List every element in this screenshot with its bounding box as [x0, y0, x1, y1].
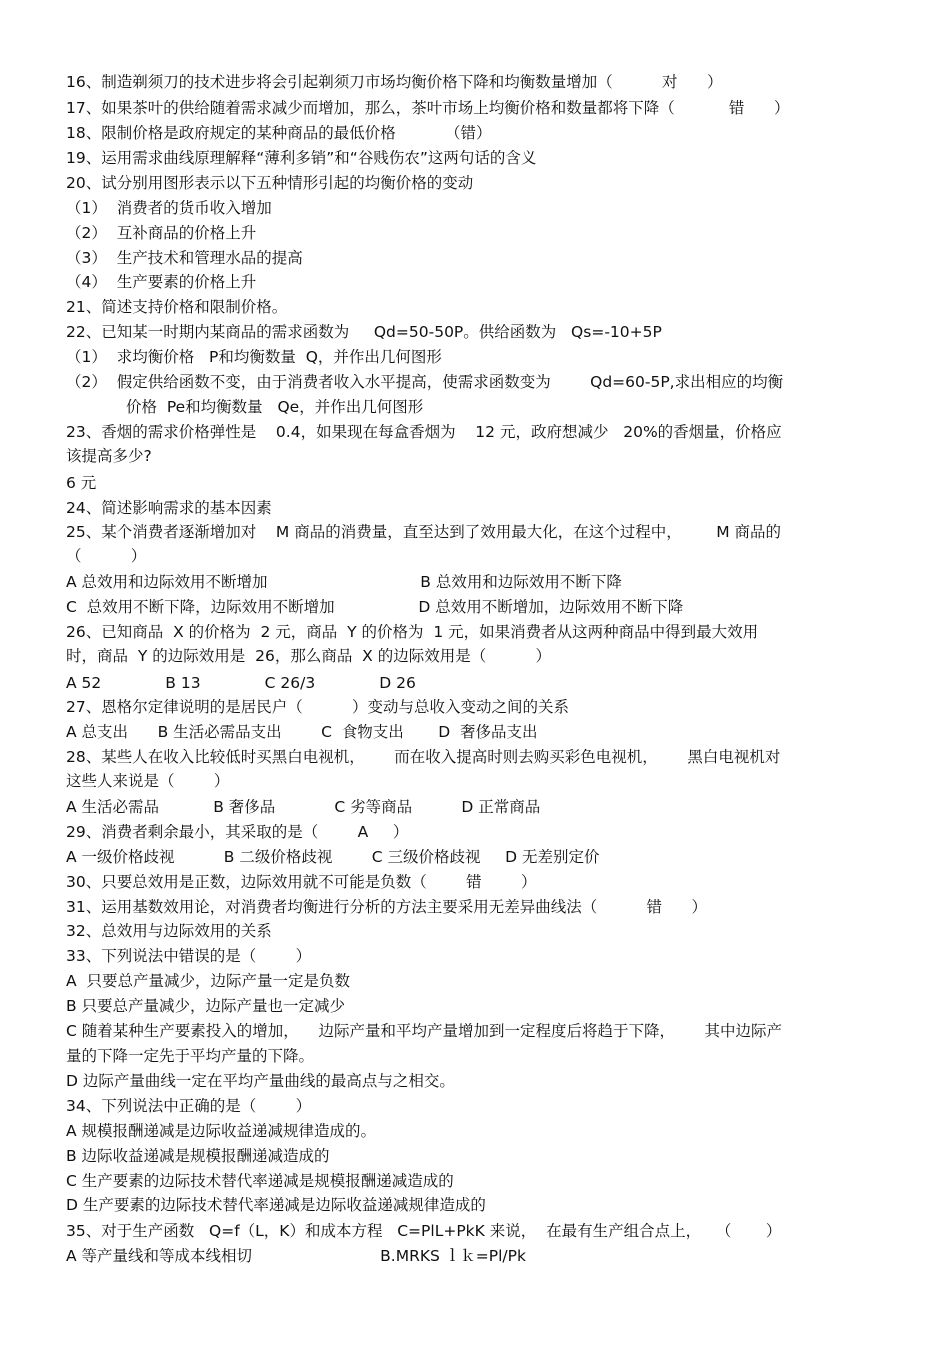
text-line: A 总支出 B 生活必需品支出 C 食物支出 D 奢侈品支出 — [66, 723, 538, 741]
text-line: 17、如果茶叶的供给随着需求减少而增加，那么，茶叶市场上均衡价格和数量都将下降（ 错 ） — [66, 99, 790, 117]
text-line: 6 元 — [66, 474, 97, 492]
text-line: 22、已知某一时期内某商品的需求函数为 Qd=50-50P。供给函数为 Qs=-10+5P — [66, 323, 662, 341]
text-line: 该提高多少? — [66, 447, 152, 465]
text-line: （2） 假定供给函数不变，由于消费者收入水平提高，使需求函数变为 Qd=60-5P,求出相应的均衡 — [66, 373, 784, 391]
text-line: 21、简述支持价格和限制价格。 — [66, 298, 288, 316]
text-line: A 只要总产量减少，边际产量一定是负数 — [66, 972, 350, 990]
text-line: 19、运用需求曲线原理解释“薄利多销”和“谷贱伤农”这两句话的含义 — [66, 149, 537, 167]
text-line: 34、下列说法中正确的是（ ） — [66, 1097, 312, 1115]
text-line: 28、某些人在收入比较低时买黑白电视机， 而在收入提高时则去购买彩色电视机， 黑白电视机对 — [66, 748, 781, 766]
text-line: 价格 Pe和均衡数量 Qe，并作出几何图形 — [126, 398, 424, 416]
text-line: 27、恩格尔定律说明的是居民户（ ）变动与总收入变动之间的关系 — [66, 698, 569, 716]
text-line: 时，商品 Y 的边际效用是 26，那么商品 X 的边际效用是（ ） — [66, 647, 551, 665]
text-line: （3） 生产技术和管理水品的提高 — [66, 249, 303, 267]
text-line: B 只要总产量减少，边际产量也一定减少 — [66, 997, 346, 1015]
text-line: （1） 消费者的货币收入增加 — [66, 199, 272, 217]
text-line: 30、只要总效用是正数，边际效用就不可能是负数（ 错 ） — [66, 873, 537, 891]
text-line: A 52 B 13 C 26/3 D 26 — [66, 674, 416, 692]
text-line: C 生产要素的边际技术替代率递减是规模报酬递减造成的 — [66, 1172, 454, 1190]
text-line: （4） 生产要素的价格上升 — [66, 273, 257, 291]
text-line: A 一级价格歧视 B 二级价格歧视 C 三级价格歧视 D 无差别定价 — [66, 848, 600, 866]
text-line: 32、总效用与边际效用的关系 — [66, 922, 272, 940]
text-line: 35、对于生产函数 Q=f（L，K）和成本方程 C=PlL+PkK 来说， 在最有生产组合点上， （ ） — [66, 1222, 782, 1240]
text-line: 20、试分别用图形表示以下五种情形引起的均衡价格的变动 — [66, 174, 474, 192]
text-line: 18、限制价格是政府规定的某种商品的最低价格 （错） — [66, 124, 492, 142]
text-line: A 等产量线和等成本线相切 B.MRKS ｌｋ=Pl/Pk — [66, 1247, 526, 1265]
text-line: D 边际产量曲线一定在平均产量曲线的最高点与之相交。 — [66, 1072, 455, 1090]
text-line: 29、消费者剩余最小，其采取的是（ A ） — [66, 823, 409, 841]
text-line: A 规模报酬递减是边际收益递减规律造成的。 — [66, 1122, 377, 1140]
text-line: D 生产要素的边际技术替代率递减是边际收益递减规律造成的 — [66, 1196, 486, 1214]
text-line: 23、香烟的需求价格弹性是 0.4，如果现在每盒香烟为 12 元，政府想减少 20%的香烟量，价格应 — [66, 423, 782, 441]
text-line: 16、制造剃须刀的技术进步将会引起剃须刀市场均衡价格下降和均衡数量增加（ 对 ） — [66, 73, 723, 91]
text-line: （ ） — [66, 547, 147, 565]
text-line: A 总效用和边际效用不断增加 B 总效用和边际效用不断下降 — [66, 573, 622, 591]
text-line: C 总效用不断下降，边际效用不断增加 D 总效用不断增加，边际效用不断下降 — [66, 598, 684, 616]
text-line: 24、简述影响需求的基本因素 — [66, 499, 272, 517]
text-line: 量的下降一定先于平均产量的下降。 — [66, 1047, 315, 1065]
text-line: 25、某个消费者逐渐增加对 M 商品的消费量，直至达到了效用最大化，在这个过程中， M 商品的 — [66, 523, 782, 541]
text-line: 这些人来说是（ ） — [66, 772, 230, 790]
text-line: （2） 互补商品的价格上升 — [66, 224, 257, 242]
text-line: 26、已知商品 X 的价格为 2 元，商品 Y 的价格为 1 元，如果消费者从这两种商品中得到最大效用 — [66, 623, 759, 641]
text-line: 31、运用基数效用论，对消费者均衡进行分析的方法主要采用无差异曲线法（ 错 ） — [66, 898, 708, 916]
text-line: （1） 求均衡价格 P和均衡数量 Q，并作出几何图形 — [66, 348, 442, 366]
text-line: C 随着某种生产要素投入的增加， 边际产量和平均产量增加到一定程度后将趋于下降， 其中边际产 — [66, 1022, 783, 1040]
text-line: A 生活必需品 B 奢侈品 C 劣等商品 D 正常商品 — [66, 798, 541, 816]
text-line: B 边际收益递减是规模报酬递减造成的 — [66, 1147, 330, 1165]
text-line: 33、下列说法中错误的是（ ） — [66, 947, 312, 965]
